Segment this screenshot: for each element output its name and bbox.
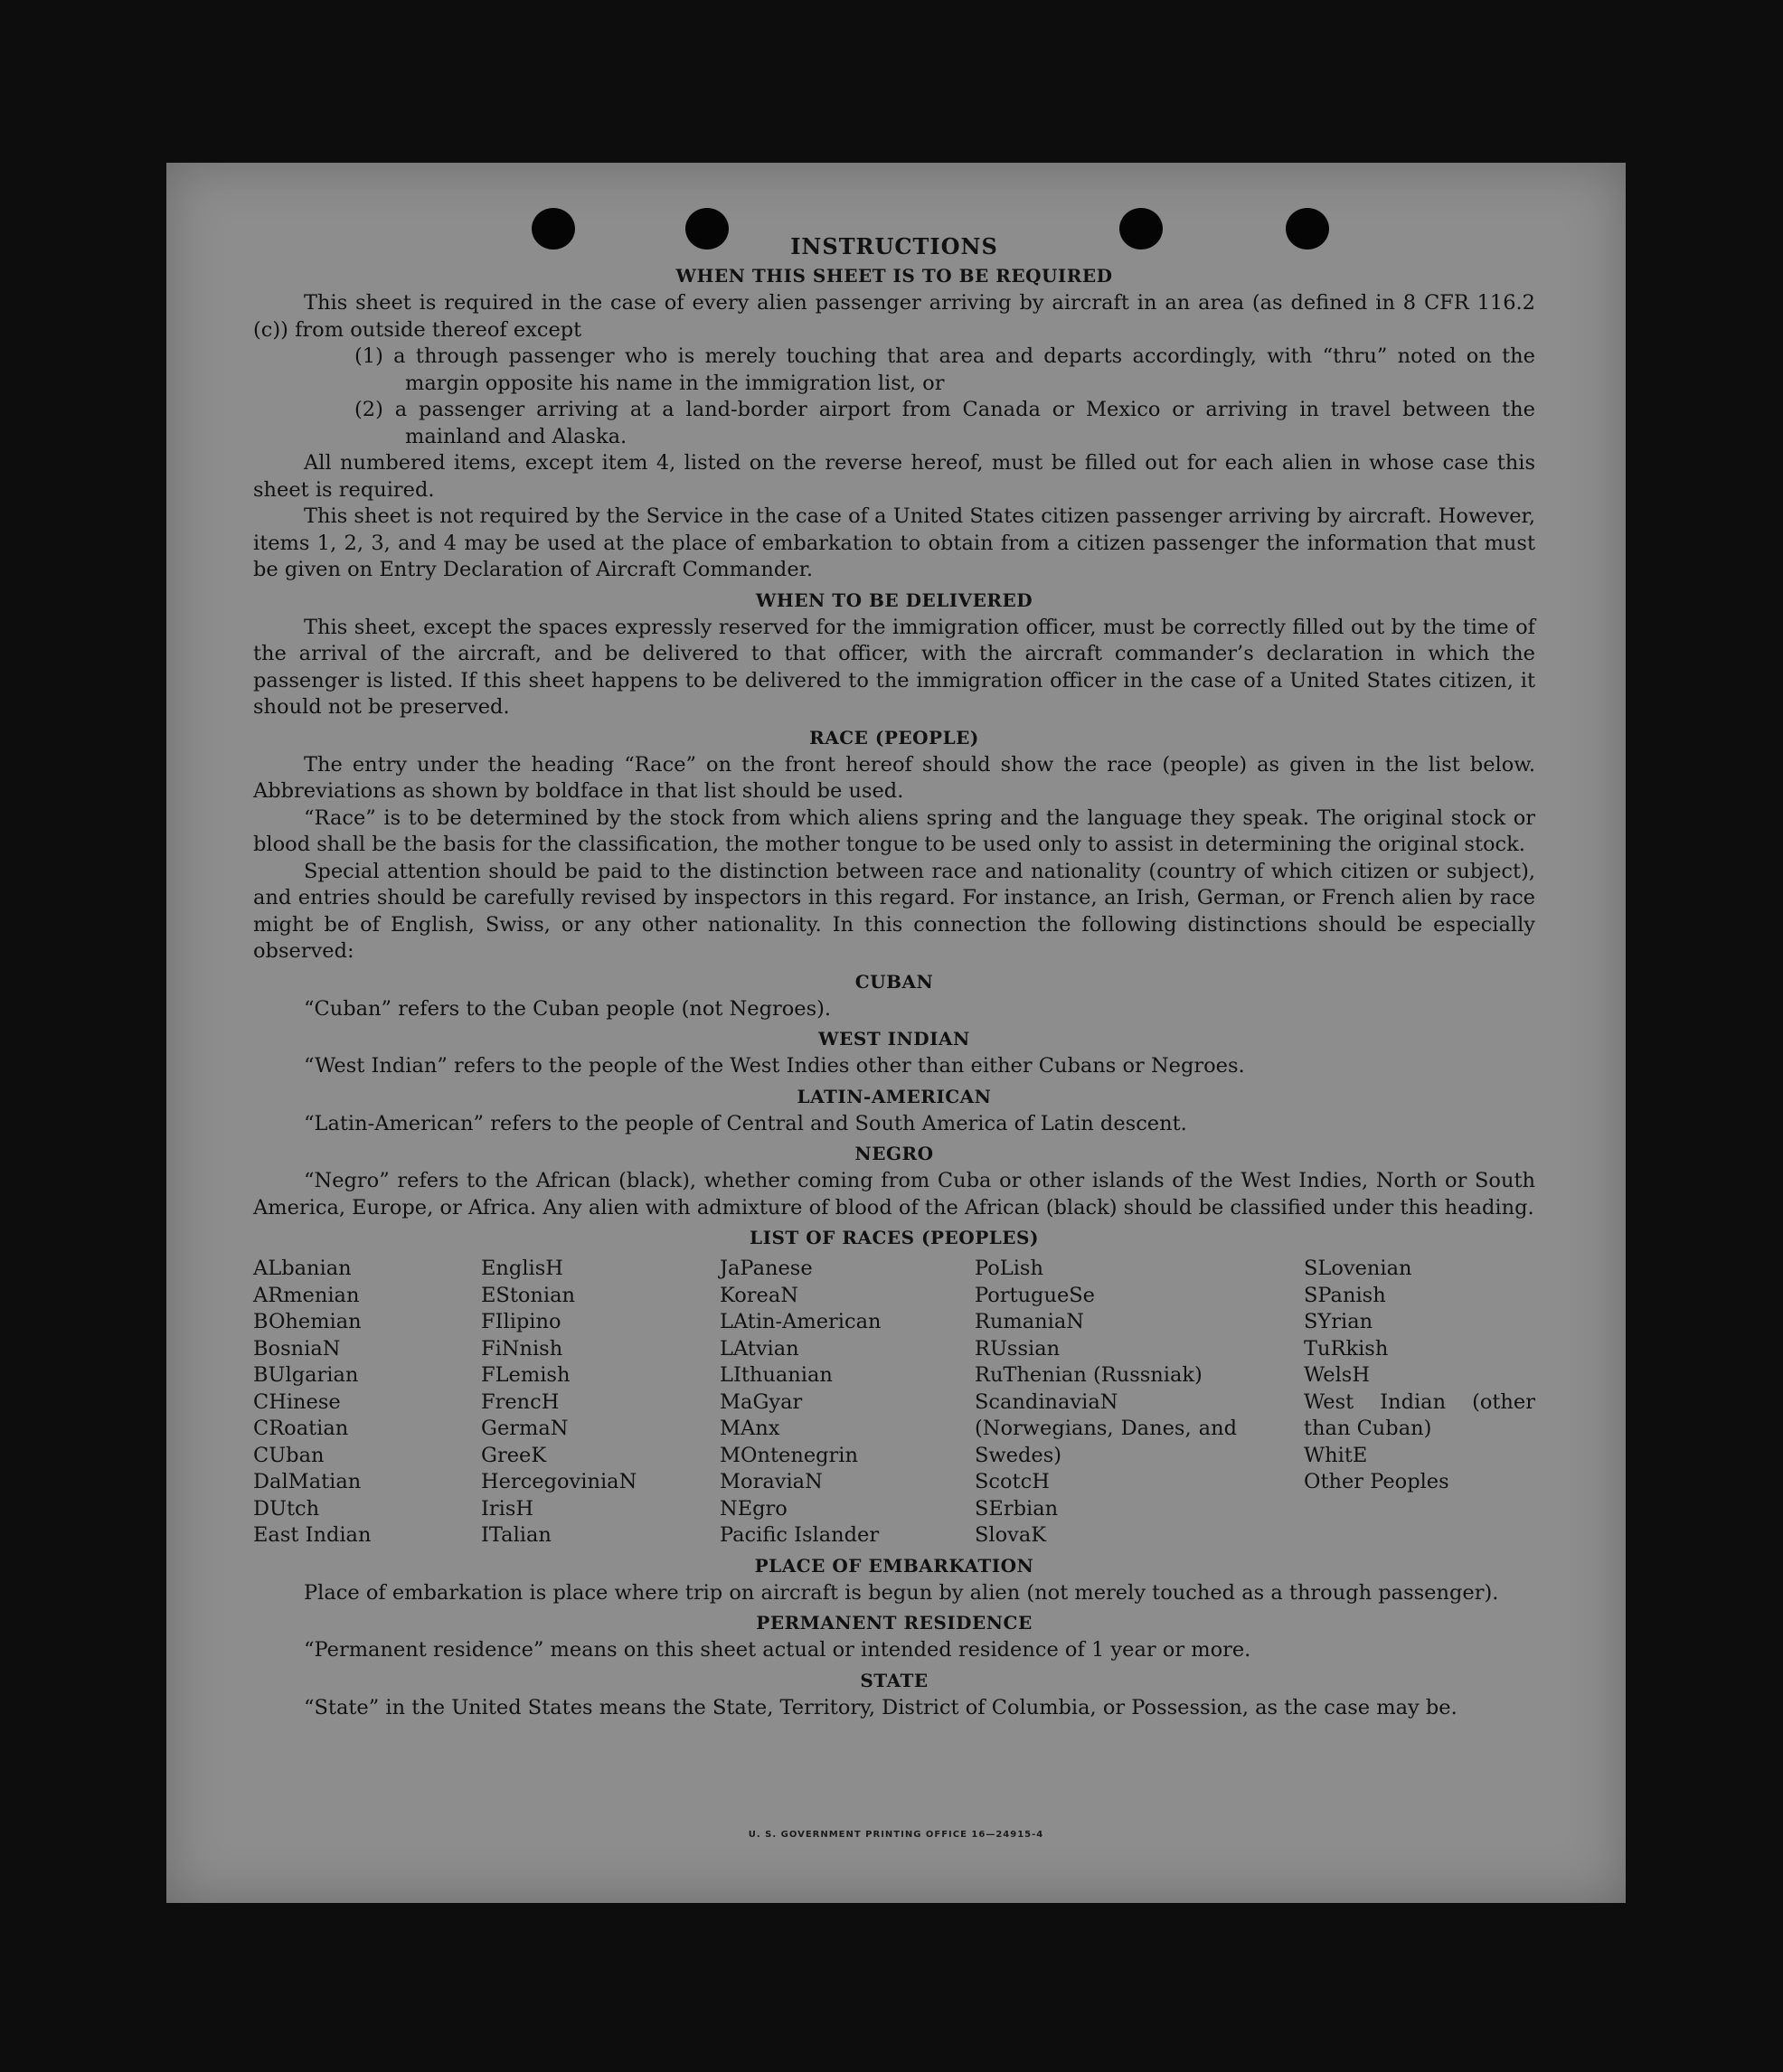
race-entry: MaGyar <box>720 1389 803 1414</box>
heading-state: STATE <box>860 1669 929 1691</box>
race-entry: BOhemian <box>253 1310 362 1333</box>
race-entry: RuThenian (Russniak) <box>975 1363 1203 1387</box>
race-entry: ScandinaviaN (Norwegians, Danes, and Swedes) <box>975 1389 1237 1467</box>
race-entry: CHinese <box>253 1389 341 1414</box>
race-entry: RumaniaN <box>975 1310 1084 1333</box>
race-column <box>720 1256 975 1549</box>
race-entry: SErbian <box>975 1496 1059 1521</box>
race-column <box>481 1256 720 1549</box>
paragraph: This sheet is required in the case of every alien passenger arriving by aircraft in an area (as defined in 8 CFR 116.2 (c)) from outside thereof except <box>253 291 1535 342</box>
race-entry: RUssian <box>975 1336 1061 1361</box>
race-entry: BosniaN <box>253 1336 341 1361</box>
race-entry: GreeK <box>481 1443 547 1467</box>
race-entry: CUban <box>253 1443 325 1467</box>
paragraph: Place of embarkation is place where trip on aircraft is begun by alien (not merely touched as a through passenger). <box>304 1580 1499 1605</box>
race-entry: ARmenian <box>253 1283 360 1307</box>
race-entry: MAnx <box>720 1417 780 1440</box>
race-entry: NEgro <box>720 1496 788 1521</box>
race-entry: Pacific Islander <box>720 1523 880 1547</box>
paragraph: This sheet, except the spaces expressly reserved for the immigration officer, must be correctly filled out by the time of the arrival of the aircraft, and be delivered to that officer, with the aircraft commander’s declaration in which the passenger is listed. If this sheet happens to be delivered to the immigration officer in the case of a United States citizen, it should not be preserved. <box>253 615 1535 719</box>
race-entry: FrencH <box>481 1389 560 1414</box>
heading-when-required: WHEN THIS SHEET IS TO BE REQUIRED <box>675 265 1113 287</box>
paragraph: “Negro” refers to the African (black), whether coming from Cuba or other islands of the West Indies, North or South America, Europe, or Africa. Any alien with admixture of blood of the African (black) should be classified under this heading. <box>253 1169 1535 1220</box>
heading-list-of-races: LIST OF RACES (PEOPLES) <box>750 1227 1039 1248</box>
race-entry: MoraviaN <box>720 1470 823 1493</box>
race-column <box>253 1256 481 1549</box>
race-entry: TuRkish <box>1304 1336 1389 1361</box>
race-entry: SLovenian <box>1304 1257 1412 1280</box>
race-entry: HercegoviniaN <box>481 1470 637 1493</box>
page-title: INSTRUCTIONS <box>790 233 998 259</box>
race-entry: PortugueSe <box>975 1283 1096 1307</box>
paragraph: The entry under the heading “Race” on the front hereof should show the race (people) as given in the list below. Abbreviations as shown by boldface in that list should be used. <box>253 752 1535 803</box>
instructions-content <box>253 233 1535 1721</box>
race-entry: LAtin-American <box>720 1310 882 1333</box>
race-column <box>1304 1256 1535 1549</box>
race-entry: FLemish <box>481 1363 571 1387</box>
race-entry: Other Peoples <box>1304 1470 1449 1493</box>
document-sheet <box>166 163 1626 1903</box>
race-entry: ScotcH <box>975 1470 1050 1493</box>
exception-item-1: (1) a through passenger who is merely touching that area and departs accordingly, with “thru” noted on the margin opposite his name in the immigration list, or <box>354 344 1535 395</box>
race-list <box>253 1256 1535 1549</box>
race-entry: BUlgarian <box>253 1363 359 1387</box>
race-entry: ALbanian <box>253 1257 352 1280</box>
race-entry: East Indian <box>253 1523 372 1547</box>
heading-negro: NEGRO <box>854 1143 934 1164</box>
heading-when-delivered: WHEN TO BE DELIVERED <box>755 589 1033 611</box>
paragraph: “Permanent residence” means on this sheet actual or intended residence of 1 year or more. <box>304 1638 1251 1662</box>
race-entry: KoreaN <box>720 1283 798 1307</box>
heading-race: RACE (PEOPLE) <box>809 726 979 749</box>
paragraph: Special attention should be paid to the distinction between race and nationality (country of which citizen or subject), and entries should be carefully revised by inspectors in this regard. For instance, an Irish, German, or French alien by race might be of English, Swiss, or any other nationality. In this connection the following distinctions should be especially observed: <box>253 859 1535 963</box>
race-entry: GermaN <box>481 1417 569 1440</box>
heading-west-indian: WEST INDIAN <box>818 1028 970 1050</box>
race-entry: FIlipino <box>481 1310 561 1333</box>
race-entry: EnglisH <box>481 1257 563 1280</box>
heading-latin-american: LATIN-AMERICAN <box>797 1085 992 1107</box>
race-entry: West Indian (other than Cuban) <box>1304 1389 1535 1440</box>
printer-imprint: U. S. GOVERNMENT PRINTING OFFICE 16—24915-4 <box>748 1830 1044 1840</box>
heading-place-of-embarkation: PLACE OF EMBARKATION <box>754 1554 1034 1577</box>
paragraph: “West Indian” refers to the people of the West Indies other than either Cubans or Negroes. <box>304 1054 1245 1078</box>
race-entry: JaPanese <box>720 1257 813 1280</box>
race-entry: MOntenegrin <box>720 1443 858 1467</box>
paragraph: “Cuban” refers to the Cuban people (not Negroes). <box>304 996 832 1021</box>
race-column <box>975 1256 1304 1549</box>
paragraph: “State” in the United States means the State, Territory, District of Columbia, or Possession, as the case may be. <box>304 1695 1458 1719</box>
race-entry: CRoatian <box>253 1417 349 1440</box>
race-entry: SlovaK <box>975 1523 1047 1547</box>
race-entry: FiNnish <box>481 1336 563 1361</box>
race-entry: LIthuanian <box>720 1363 833 1387</box>
race-entry: WhitE <box>1304 1443 1368 1467</box>
race-entry: SYrian <box>1304 1310 1373 1333</box>
heading-cuban: CUBAN <box>854 970 934 993</box>
exception-item-2: (2) a passenger arriving at a land-border airport from Canada or Mexico or arriving in travel between the mainland and Alaska. <box>354 398 1535 448</box>
paragraph: “Latin-American” refers to the people of Central and South America of Latin descent. <box>304 1111 1187 1135</box>
race-entry: SPanish <box>1304 1283 1386 1307</box>
race-entry: ITalian <box>481 1523 552 1547</box>
race-entry: LAtvian <box>720 1336 799 1361</box>
race-entry: IrisH <box>481 1496 534 1521</box>
paragraph: This sheet is not required by the Service in the case of a United States citizen passenger arriving by aircraft. However, items 1, 2, 3, and 4 may be used at the place of embarkation to obtain from a citizen passenger the information that must be given on Entry Declaration of Aircraft Commander. <box>253 504 1535 581</box>
paragraph: All numbered items, except item 4, listed on the reverse hereof, must be filled out for each alien in whose case this sheet is required. <box>253 451 1535 502</box>
race-entry: WelsH <box>1304 1363 1370 1387</box>
heading-permanent-residence: PERMANENT RESIDENCE <box>756 1612 1033 1634</box>
paragraph: “Race” is to be determined by the stock from which aliens spring and the language they speak. The original stock or blood shall be the basis for the classification, the mother tongue to be used only to assist in determining the original stock. <box>253 805 1535 856</box>
race-entry: DUtch <box>253 1496 320 1521</box>
race-entry: PoLish <box>975 1257 1043 1280</box>
race-entry: DalMatian <box>253 1470 362 1493</box>
race-entry: EStonian <box>481 1283 576 1307</box>
